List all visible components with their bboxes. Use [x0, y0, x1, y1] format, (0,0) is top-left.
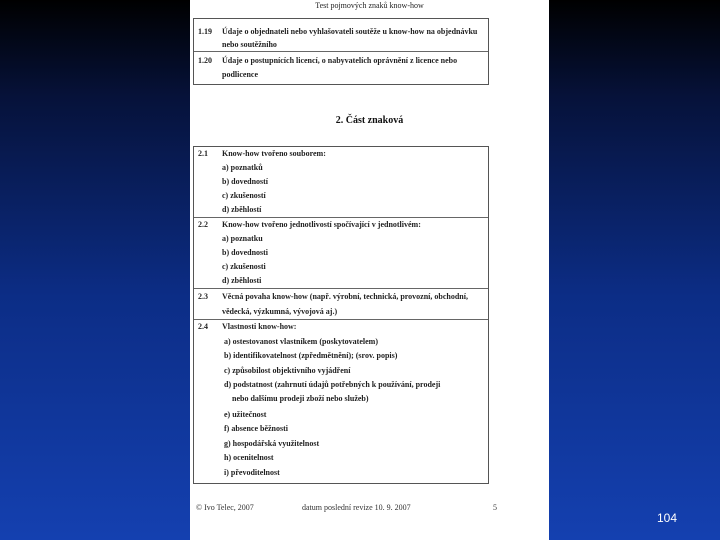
list-item: a) poznatku: [222, 234, 263, 243]
row-divider: [194, 288, 488, 289]
top-entries-box: [193, 18, 489, 85]
list-item: b) identifikovatelnost (zpředmětnění); (srov. popis): [224, 351, 398, 360]
footer-author: © Ivo Telec, 2007: [196, 503, 254, 512]
footer-page-number: 5: [493, 503, 497, 512]
list-item: d) zběhlostí: [222, 205, 262, 214]
entry-text: Údaje o objednateli nebo vyhlašovateli soutěže u know-how na objednávku: [222, 27, 478, 36]
entry-text: Know-how tvořeno jednotlivostí spočívající v jednotlivém:: [222, 220, 421, 229]
entry-number: 1.20: [198, 56, 212, 65]
entry-text: vědecká, výzkumná, vývojová aj.): [222, 307, 338, 316]
list-item: e) užitečnost: [224, 410, 267, 419]
row-divider: [194, 217, 488, 218]
entry-number: 1.19: [198, 27, 212, 36]
list-item: f) absence běžnosti: [224, 424, 288, 433]
list-item: c) zkušenosti: [222, 262, 266, 271]
entry-text: Údaje o postupnících licencí, o nabyvatelích oprávnění z licence nebo: [222, 56, 458, 65]
list-item: b) dovednosti: [222, 248, 269, 257]
list-item: i) převoditelnost: [224, 468, 280, 477]
list-item: d) zběhlosti: [222, 276, 262, 285]
row-divider: [194, 319, 488, 320]
list-item: g) hospodářská využitelnost: [224, 439, 320, 448]
row-divider: [194, 51, 488, 52]
entry-text: podlicence: [222, 70, 258, 79]
list-item: a) ostestovanost vlastníkem (poskytovatelem): [224, 337, 378, 346]
entry-text: nebo soutěžního: [222, 40, 277, 49]
section-heading: 2. Část znaková: [335, 115, 404, 126]
scanned-document-page: [190, 0, 549, 540]
entry-text: Věcná povaha know-how (např. výrobní, technická, provozní, obchodní,: [222, 292, 468, 301]
features-box: [193, 146, 489, 484]
list-item: d) podstatnost (zahrnutí údajů potřebných k používání, prodeji: [224, 380, 441, 389]
list-item: h) ocenitelnost: [224, 453, 274, 462]
entry-text: Know-how tvořeno souborem:: [222, 149, 326, 158]
entry-number: 2.3: [198, 292, 208, 301]
footer-revision-date: datum poslední revize 10. 9. 2007: [302, 503, 411, 512]
entry-text: Vlastnosti know-how:: [222, 322, 297, 331]
list-item: c) zkušeností: [222, 191, 266, 200]
entry-number: 2.1: [198, 149, 208, 158]
list-item: a) poznatků: [222, 163, 263, 172]
document-header-title: Test pojmových znaků know-how: [315, 1, 424, 10]
slide-number: 104: [656, 511, 677, 525]
entry-number: 2.2: [198, 220, 208, 229]
list-item: b) dovedností: [222, 177, 269, 186]
entry-number: 2.4: [198, 322, 208, 331]
list-item: nebo dalšímu prodeji zboží nebo služeb): [224, 394, 369, 403]
list-item: c) způsobilost objektivního vyjádření: [224, 366, 351, 375]
